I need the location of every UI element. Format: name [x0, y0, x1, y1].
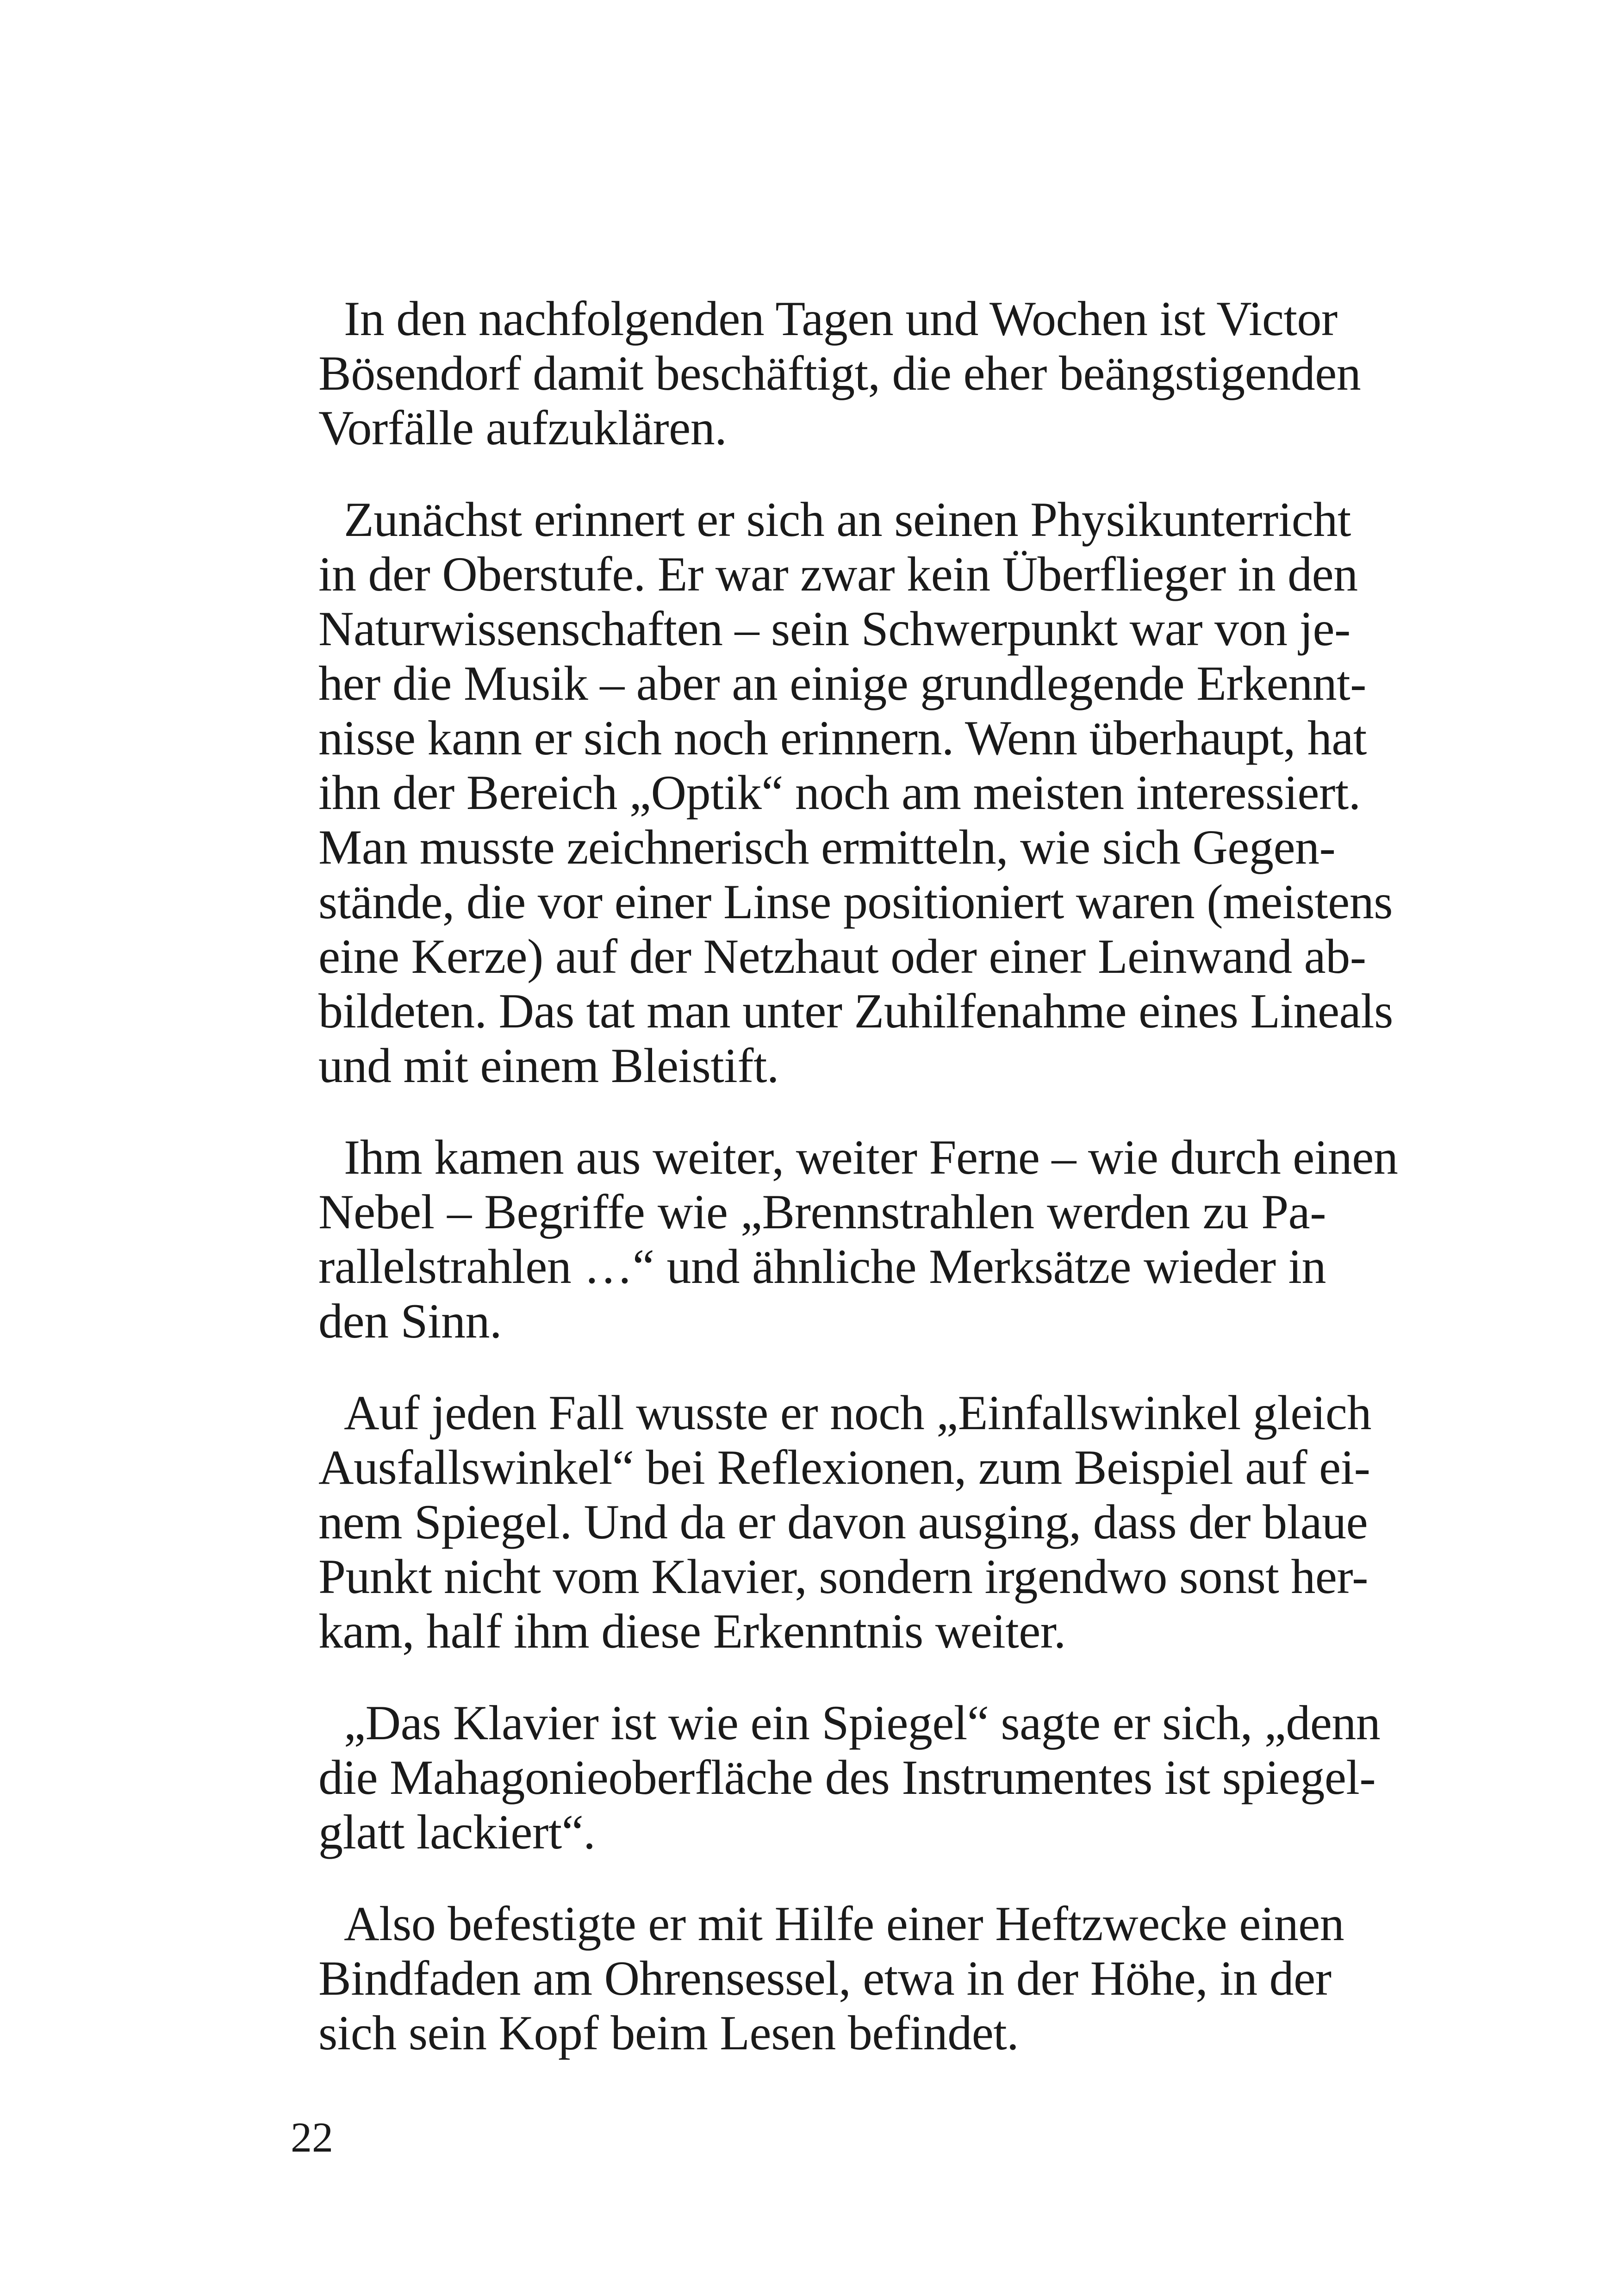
text-line: glatt lackiert“.	[318, 1805, 596, 1859]
text-line: bildeten. Das tat man unter Zuhilfenahme eines Lineals	[318, 984, 1393, 1038]
text-line: Man musste zeichnerisch ermitteln, wie sich Gegen-	[318, 820, 1336, 874]
text-line: Nebel – Begriffe wie „Brennstrahlen werden zu Pa-	[318, 1185, 1326, 1239]
text-line: den Sinn.	[318, 1294, 502, 1348]
text-line: und mit einem Bleistift.	[318, 1039, 779, 1093]
text-line: In den nachfolgenden Tagen und Wochen ist Victor	[344, 292, 1338, 346]
text-line: stände, die vor einer Linse positioniert waren (meistens	[318, 875, 1393, 929]
text-line: Bindfaden am Ohrensessel, etwa in der Höhe, in der	[318, 1951, 1332, 2005]
text-line: nisse kann er sich noch erinnern. Wenn überhaupt, hat	[318, 711, 1367, 765]
text-line: Bösendorf damit beschäftigt, die eher beängstigenden	[318, 346, 1361, 400]
paragraph-2	[293, 492, 1393, 1093]
text-line: sich sein Kopf beim Lesen befindet.	[318, 2006, 1019, 2060]
text-line: Ausfallswinkel“ bei Reflexionen, zum Beispiel auf ei-	[318, 1440, 1370, 1494]
text-line: Also befestigte er mit Hilfe einer Heftzwecke einen	[344, 1897, 1344, 1951]
text-line: „Das Klavier ist wie ein Spiegel“ sagte er sich, „denn	[344, 1696, 1381, 1750]
text-line: kam, half ihm diese Erkenntnis weiter.	[318, 1604, 1066, 1658]
paragraph-5	[293, 1696, 1381, 1860]
text-line: Ihm kamen aus weiter, weiter Ferne – wie durch einen	[344, 1130, 1398, 1184]
text-line: Vorfälle aufzuklären.	[318, 401, 727, 455]
paragraph-3	[293, 1130, 1398, 1349]
text-line: nem Spiegel. Und da er davon ausging, dass der blaue	[318, 1495, 1368, 1549]
text-line: ihn der Bereich „Optik“ noch am meisten interessiert.	[318, 765, 1361, 820]
text-line: eine Kerze) auf der Netzhaut oder einer Leinwand ab-	[318, 929, 1366, 983]
page-number: 22	[291, 2114, 333, 2161]
body-text	[293, 292, 1398, 2097]
text-line: rallelstrahlen …“ und ähnliche Merksätze wieder in	[318, 1239, 1326, 1294]
text-line: die Mahagonieoberfläche des Instrumentes ist spiegel-	[318, 1750, 1376, 1804]
text-line: Naturwissenschaften – sein Schwerpunkt war von je-	[318, 602, 1350, 656]
paragraph-4	[293, 1386, 1371, 1659]
text-line: in der Oberstufe. Er war zwar kein Überflieger in den	[318, 547, 1358, 601]
paragraph-1	[293, 292, 1361, 455]
text-line: Zunächst erinnert er sich an seinen Physikunterricht	[344, 492, 1351, 547]
text-line: her die Musik – aber an einige grundlegende Erkennt-	[318, 656, 1366, 710]
text-line: Punkt nicht vom Klavier, sondern irgendwo sonst her-	[318, 1549, 1368, 1604]
text-line: Auf jeden Fall wusste er noch „Einfallswinkel gleich	[344, 1386, 1371, 1440]
paragraph-6	[293, 1897, 1344, 2060]
